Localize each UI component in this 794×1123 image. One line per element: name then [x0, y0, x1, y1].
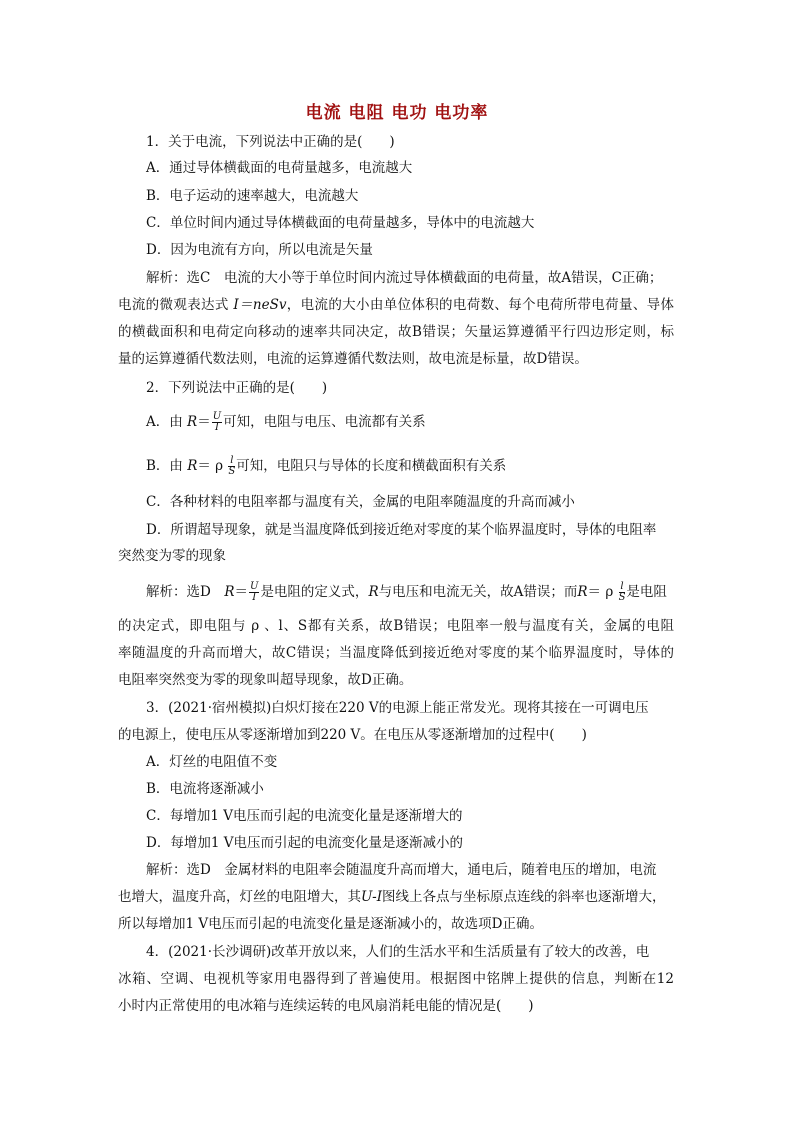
q3-answer-line-1: 解析：选D 金属材料的电阻率会随温度升高而增大，通电后，随着电压的增加，电流: [146, 862, 657, 878]
q1-answer-line-3: 的横截面积和电荷定向移动的速率共同决定，故B错误；矢量运算遵循平行四边形定则，标: [118, 324, 674, 340]
q2-answer-line-3: 率随温度的升高而增大，故C错误；当温度降低到接近绝对零度的某个临界温度时，导体的: [118, 645, 674, 661]
q3-option-c: C．每增加1 V电压而引起的电流变化量是逐渐增大的: [146, 808, 463, 824]
q2-answer-fraction-1: $\frac{U}{I}$: [250, 581, 259, 603]
q1-answer-line-2: 电流的微观表达式 I＝neSv，电流的大小由单位体积的电荷数、每个电荷所带电荷量、导体: [118, 297, 675, 313]
q2-answer-line-1: 解析：选D R＝ $\frac{U}{I}$ 是电阻的定义式，R与电压和电流无关，故A错误；而R＝ ρ $\frac{l}{S}$ 是电阻: [146, 581, 667, 603]
q1-option-c: C．单位时间内通过导体横截面的电荷量越多，导体中的电流越大: [146, 215, 535, 231]
q2-option-d-line-2: 突然变为零的现象: [118, 548, 226, 564]
q2-option-d-line-1: D．所谓超导现象，就是当温度降低到接近绝对零度的某个临界温度时，导体的电阻率: [146, 522, 657, 538]
q2-answer-fraction-2: $\frac{l}{S}$: [618, 581, 626, 603]
q2-option-c: C．各种材料的电阻率都与温度有关，金属的电阻率随温度的升高而减小: [146, 494, 575, 510]
q2-option-a: A．由 R＝ $\frac{U}{I}$ 可知，电阻与电压、电流都有关系: [146, 411, 426, 433]
q4-stem-line-1: 4．(2021·长沙调研)改革开放以来，人们的生活水平和生活质量有了较大的改善，电: [146, 944, 650, 960]
q1-answer-line-4: 量的运算遵循代数法则，电流的运算遵循代数法则，故电流是标量，故D错误。: [118, 351, 588, 367]
q2-option-b-fraction: $\frac{l}{S}$: [228, 455, 236, 477]
q3-answer-line-3: 所以每增加1 V电压而引起的电流变化量是逐渐减小的，故选项D正确。: [118, 916, 543, 932]
q2-answer-line-4: 电阻率突然变为零的现象叫超导现象，故D正确。: [118, 672, 413, 688]
q2-option-b: B．由 R＝ ρ $\frac{l}{S}$ 可知，电阻只与导体的长度和横截面积有关系: [146, 455, 507, 477]
q1-option-a: A．通过导体横截面的电荷量越多，电流越大: [146, 160, 413, 176]
page-title: 电流 电阻 电功 电功率: [305, 103, 489, 123]
q3-stem-line-2: 的电源上，使电压从零逐渐增加到220 V。在电压从零逐渐增加的过程中( ): [118, 727, 587, 743]
q1-answer-line-1: 解析：选C 电流的大小等于单位时间内流过导体横截面的电荷量，故A错误，C正确；: [146, 270, 663, 286]
q1-stem: 1．关于电流，下列说法中正确的是( ): [146, 134, 395, 150]
q2-option-a-fraction: $\frac{U}{I}$: [212, 411, 222, 433]
q3-stem-line-1: 3．(2021·宿州模拟)白炽灯接在220 V的电源上能正常发光。现将其接在一可调电压: [146, 700, 649, 716]
q3-option-b: B．电流将逐渐减小: [146, 781, 264, 797]
q3-answer-line-2: 也增大，温度升高，灯丝的电阻增大，其U-I图线上各点与坐标原点连线的斜率也逐渐增大，: [118, 889, 666, 905]
q2-stem: 2．下列说法中正确的是( ): [146, 380, 328, 396]
q4-stem-line-3: 小时内正常使用的电冰箱与连续运转的电风扇消耗电能的情况是( ): [118, 998, 534, 1014]
q3-option-a: A．灯丝的电阻值不变: [146, 754, 278, 770]
q2-answer-line-2: 的决定式，即电阻与 ρ 、l、S都有关系，故B错误；电阻率一般与温度有关，金属的电阻: [118, 618, 674, 634]
q4-stem-line-2: 冰箱、空调、电视机等家用电器得到了普遍使用。根据图中铭牌上提供的信息，判断在12: [118, 971, 674, 987]
q1-option-d: D．因为电流有方向，所以电流是矢量: [146, 242, 373, 258]
q1-option-b: B．电子运动的速率越大，电流越大: [146, 188, 359, 204]
q3-option-d: D．每增加1 V电压而引起的电流变化量是逐渐减小的: [146, 835, 463, 851]
